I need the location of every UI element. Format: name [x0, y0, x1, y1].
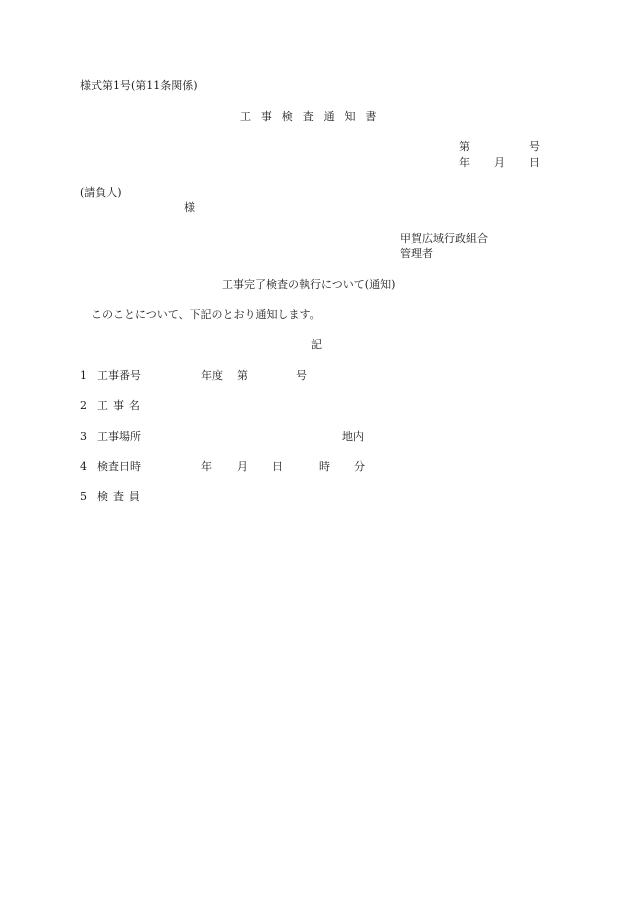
subject-line: 工事完了検査の執行について(通知)	[222, 278, 396, 291]
item-label: 検査日時	[97, 460, 141, 473]
item-number: 1	[80, 369, 87, 382]
item-field: 第	[237, 369, 248, 382]
item-field: 号	[296, 369, 307, 382]
doc-date-year: 年	[459, 156, 470, 169]
sender-title: 管理者	[400, 247, 433, 260]
form-label: 様式第1号(第11条関係)	[80, 79, 198, 92]
item-field: 年	[201, 460, 212, 473]
item-number: 3	[80, 430, 87, 443]
item-label: 工事番号	[97, 369, 141, 382]
recipient-honorific: 様	[184, 201, 195, 214]
item-label: 検査員	[97, 490, 145, 503]
item-field: 時	[319, 460, 330, 473]
doc-date-day: 日	[529, 156, 540, 169]
item-field: 地内	[342, 430, 364, 443]
doc-date-month: 月	[494, 156, 505, 169]
body-text: このことについて、下記のとおり通知します。	[91, 308, 321, 321]
recipient-label: (請負人)	[80, 186, 122, 199]
item-number: 4	[80, 460, 87, 473]
doc-number-prefix: 第	[459, 140, 470, 153]
sender-organization: 甲賀広域行政組合	[400, 232, 488, 245]
item-field: 月	[237, 460, 248, 473]
item-number: 2	[80, 399, 87, 412]
doc-number-suffix: 号	[529, 140, 540, 153]
ki-heading: 記	[311, 338, 322, 351]
item-field: 分	[354, 460, 365, 473]
item-field: 日	[272, 460, 283, 473]
item-field: 年度	[201, 369, 223, 382]
item-number: 5	[80, 490, 87, 503]
document-title: 工事検査通知書	[240, 110, 387, 123]
item-label: 工事場所	[97, 430, 141, 443]
item-label: 工事名	[97, 399, 145, 412]
